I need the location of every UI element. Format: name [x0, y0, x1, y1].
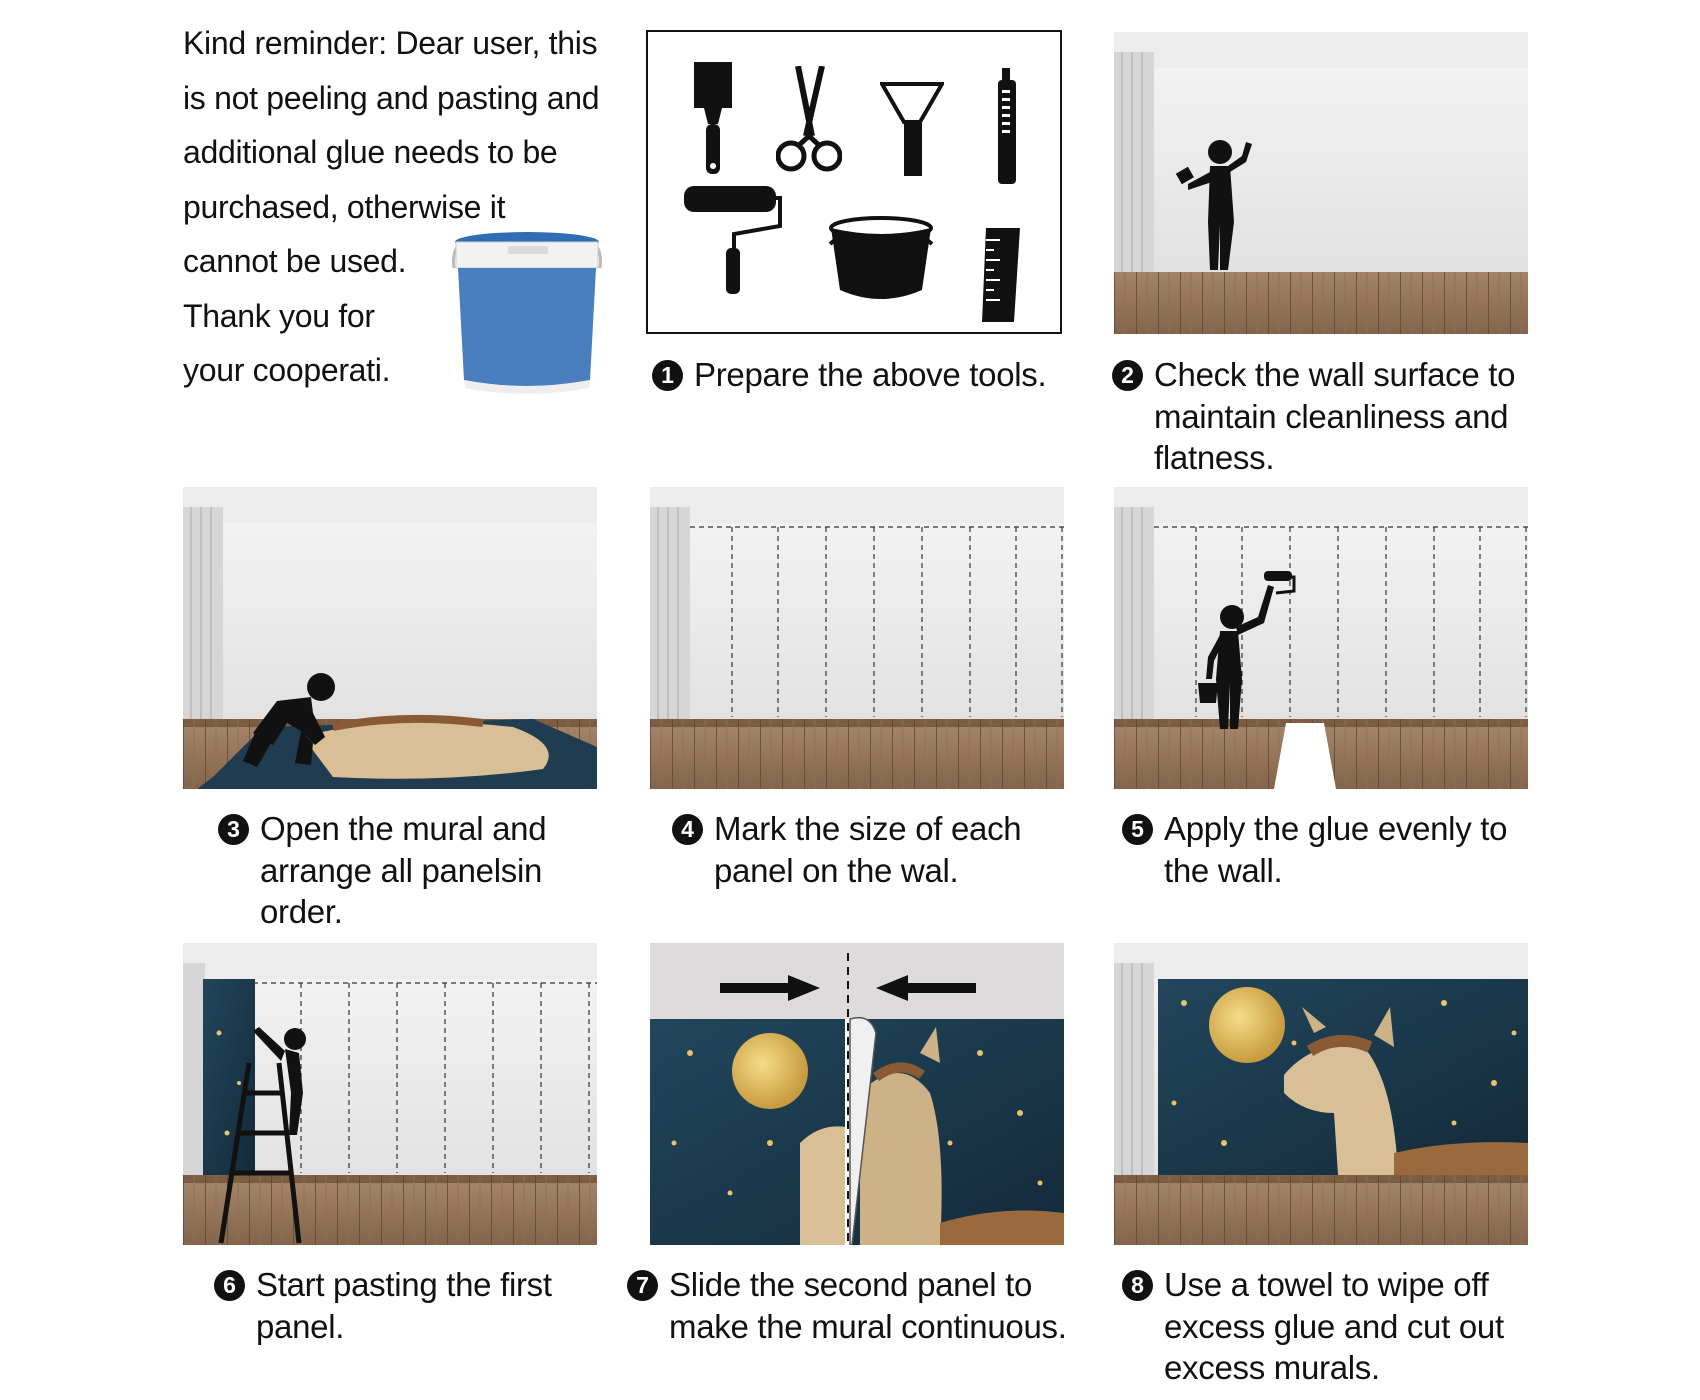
step5-image: [1114, 487, 1528, 789]
pail-icon: [826, 208, 936, 308]
step7-image: [650, 943, 1064, 1245]
step-text: Check the wall surface to: [1154, 356, 1516, 393]
utility-knife-icon: [992, 68, 1022, 188]
step-number-badge: 6: [214, 1270, 245, 1301]
step-number-badge: 4: [672, 814, 703, 845]
step-text: Open the mural and: [260, 810, 547, 847]
step-caption: [212, 1264, 552, 1347]
step2-image: [1114, 32, 1528, 334]
step-text: order.: [260, 893, 343, 930]
paint-bucket-icon: [448, 228, 606, 400]
step-text: Slide the second panel to: [669, 1266, 1033, 1303]
step-text: excess glue and cut out: [1164, 1307, 1504, 1345]
step-caption: [650, 354, 1046, 396]
step-text: Mark the size of each: [714, 810, 1022, 847]
reminder-line: is not peeling and pasting and: [183, 79, 600, 116]
step-text: panel on the wal.: [714, 851, 959, 889]
step-text: Start pasting the first: [256, 1266, 552, 1303]
step-number-badge: 7: [627, 1270, 658, 1301]
ruler-icon: [980, 228, 1024, 322]
step-caption: [1120, 808, 1507, 891]
reminder-line: Thank you for: [183, 297, 375, 334]
scissors-icon: [776, 66, 842, 176]
reminder-line: your cooperati.: [183, 352, 391, 388]
step-caption: [1120, 1264, 1504, 1389]
step-text: Apply the glue evenly to: [1164, 810, 1508, 847]
reminder-line: additional glue needs to be: [183, 134, 558, 170]
step-text: panel.: [256, 1307, 345, 1345]
step6-image: [183, 943, 597, 1245]
step-text: Use a towel to wipe off: [1164, 1266, 1489, 1303]
step-text: Prepare the above tools.: [694, 356, 1047, 393]
step-number-badge: 3: [218, 814, 249, 845]
paint-roller-icon: [684, 184, 784, 298]
step-number-badge: 5: [1122, 814, 1153, 845]
step-caption: [1110, 354, 1540, 479]
step-caption: [625, 1264, 1067, 1347]
step3-image: [183, 487, 597, 789]
tools-box: [646, 30, 1062, 334]
step8-image: [1114, 943, 1528, 1245]
step-text: excess murals.: [1164, 1349, 1380, 1386]
step-text: make the mural continuous.: [669, 1307, 1067, 1345]
reminder-line: Kind reminder: Dear user, this: [183, 25, 598, 61]
step-text: the wall.: [1164, 851, 1283, 889]
step-caption: [216, 808, 546, 933]
step-text: arrange all panelsin: [260, 851, 543, 889]
step-caption: [670, 808, 1021, 891]
step-text: maintain cleanliness and: [1154, 397, 1509, 435]
paint-brush-icon: [688, 62, 738, 182]
scraper-icon: [880, 82, 944, 178]
step-number-badge: 1: [652, 360, 683, 391]
step-text: flatness.: [1154, 439, 1275, 476]
step4-image: [650, 487, 1064, 789]
step-number-badge: 8: [1122, 1270, 1153, 1301]
step-number-badge: 2: [1112, 360, 1143, 391]
reminder-line: cannot be used.: [183, 243, 407, 279]
reminder-line: purchased, otherwise it: [183, 188, 506, 225]
